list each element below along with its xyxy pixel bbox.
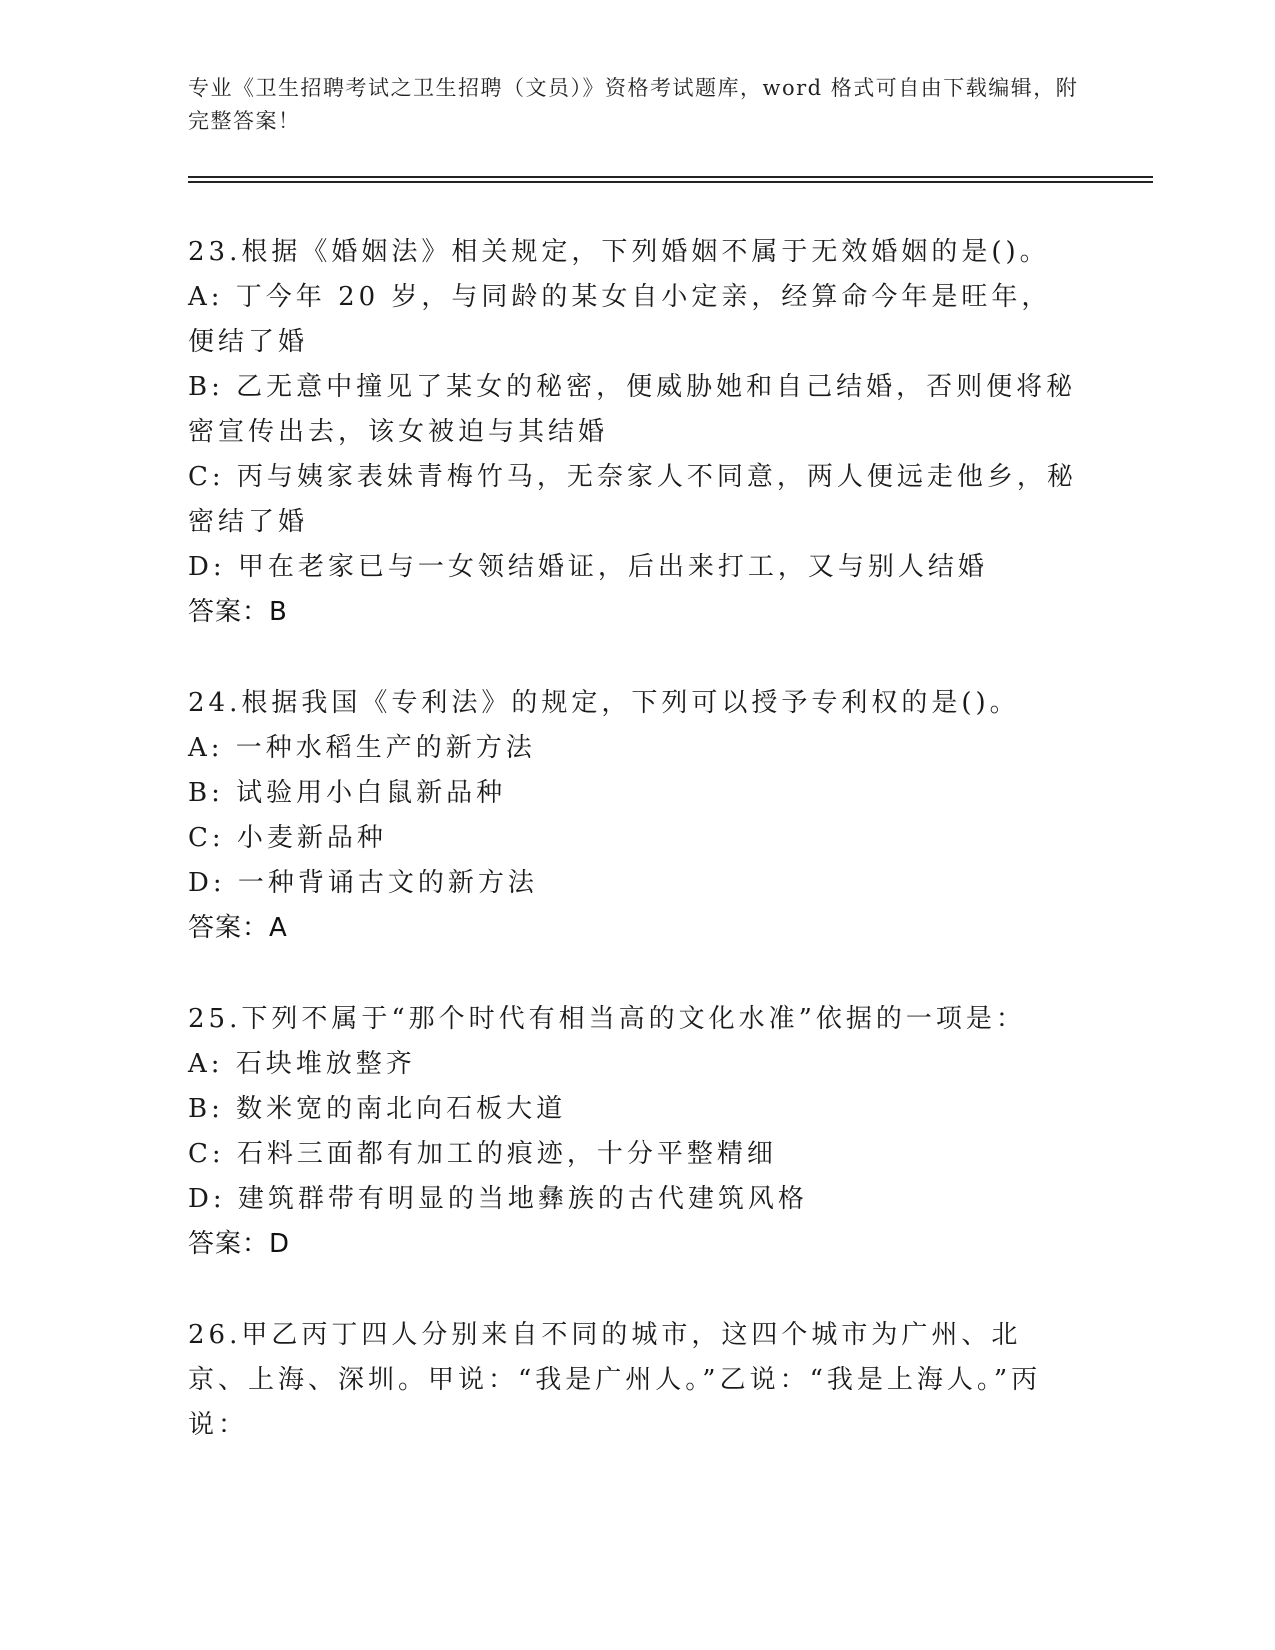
document-header <box>188 72 1088 138</box>
question-25 <box>188 997 1078 1267</box>
question-23 <box>188 230 1078 635</box>
option-c: C: 小麦新品种 <box>188 823 387 853</box>
answer-line: 答案：B <box>188 597 288 627</box>
option-b: B: 数米宽的南北向石板大道 <box>188 1094 567 1124</box>
option-d: D: 甲在老家已与一女领结婚证，后出来打工，又与别人结婚 <box>188 552 988 582</box>
option-b: B: 乙无意中撞见了某女的秘密，便威胁她和自己结婚，否则便将秘密宣传出去，该女被迫与其结婚 <box>188 372 1077 447</box>
question-26 <box>188 1313 1078 1448</box>
question-stem: 23.根据《婚姻法》相关规定，下列婚姻不属于无效婚姻的是()。 <box>188 237 1050 267</box>
answer-line: 答案：A <box>188 913 288 943</box>
question-24 <box>188 681 1078 951</box>
header-divider <box>188 176 1153 183</box>
divider-line-top <box>188 176 1153 178</box>
option-a: A: 丁今年 20 岁，与同龄的某女自小定亲，经算命今年是旺年，便结了婚 <box>188 282 1052 357</box>
divider-line-bottom <box>188 181 1153 183</box>
question-stem: 24.根据我国《专利法》的规定，下列可以授予专利权的是()。 <box>188 688 1020 718</box>
option-a: A: 一种水稻生产的新方法 <box>188 733 536 763</box>
header-text: 专业《卫生招聘考试之卫生招聘（文员）》资格考试题库，word 格式可自由下载编辑，附完整答案！ <box>188 76 1079 133</box>
option-b: B: 试验用小白鼠新品种 <box>188 778 507 808</box>
option-d: D: 一种背诵古文的新方法 <box>188 868 538 898</box>
option-c: C: 丙与姨家表妹青梅竹马，无奈家人不同意，两人便远走他乡，秘密结了婚 <box>188 462 1077 537</box>
question-list <box>188 230 1078 1494</box>
option-c: C: 石料三面都有加工的痕迹，十分平整精细 <box>188 1139 777 1169</box>
option-d: D: 建筑群带有明显的当地彝族的古代建筑风格 <box>188 1184 808 1214</box>
question-stem: 25.下列不属于“那个时代有相当高的文化水准”依据的一项是： <box>188 1004 1026 1034</box>
answer-line: 答案：D <box>188 1229 291 1259</box>
question-stem: 26.甲乙丙丁四人分别来自不同的城市，这四个城市为广州、北京、上海、深圳。甲说：“我是广州人。”乙说：“我是上海人。”丙说： <box>188 1320 1042 1440</box>
option-a: A: 石块堆放整齐 <box>188 1049 416 1079</box>
